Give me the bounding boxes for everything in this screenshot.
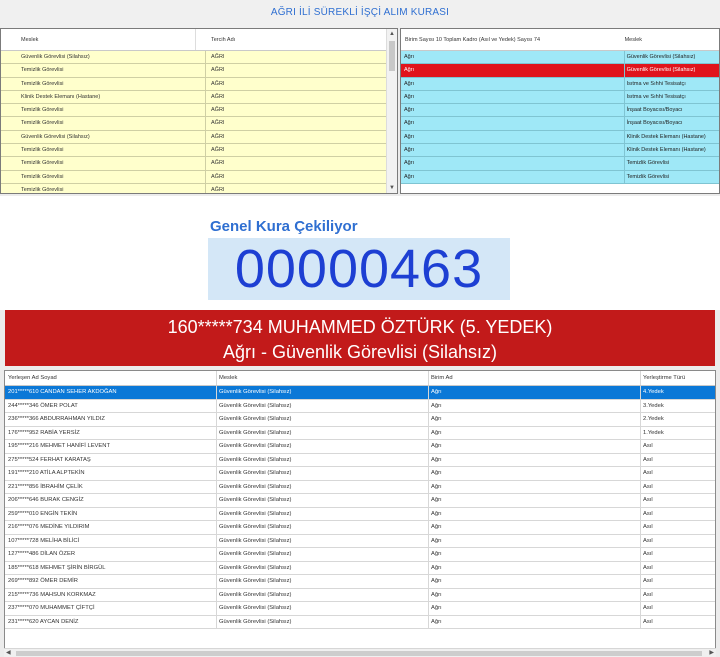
winner-name: 160*****734 MUHAMMED ÖZTÜRK (5. YEDEK) bbox=[167, 317, 553, 337]
table-row[interactable] bbox=[401, 104, 719, 117]
tercih-grid-scrollbar[interactable] bbox=[386, 29, 397, 193]
table-row[interactable] bbox=[401, 78, 719, 91]
cell-birim: Ağrı bbox=[401, 131, 625, 143]
table-row[interactable] bbox=[5, 602, 715, 616]
table-row[interactable] bbox=[5, 575, 715, 589]
cell-meslek: Temizlik Görevlisi bbox=[1, 144, 206, 156]
cell-birim-ad: Ağrı bbox=[429, 440, 641, 453]
cell-yerlestirme-turu: Asıl bbox=[643, 537, 653, 544]
cell-meslek: İnşaat Boyacısı/Boyacı bbox=[626, 107, 683, 114]
cell-tercih-adi: AĞRI bbox=[211, 80, 225, 87]
cell-meslek: Güvenlik Görevlisi (Silahsız) bbox=[217, 386, 429, 399]
cell-yerlestirme-turu: 1.Yedek bbox=[643, 429, 664, 436]
cell-tercih-adi: AĞRI bbox=[211, 107, 225, 114]
cell-tercih-adi: AĞRI bbox=[211, 186, 225, 193]
cell-birim: Ağrı bbox=[401, 51, 625, 63]
cell-meslek: Temizlik Görevlisi bbox=[1, 117, 206, 129]
cell-meslek: Güvenlik Görevlisi (Silahsız) bbox=[217, 494, 429, 507]
app-title: AĞRI İLİ SÜREKLİ İŞÇİ ALIM KURASI bbox=[0, 0, 720, 28]
cell-meslek: Temizlik Görevlisi bbox=[1, 78, 206, 90]
table-row[interactable] bbox=[1, 184, 397, 194]
scroll-thumb[interactable] bbox=[16, 651, 702, 656]
cell-meslek: Klinik Destek Elemanı (Hastane) bbox=[626, 147, 706, 154]
table-row[interactable] bbox=[5, 508, 715, 522]
cell-meslek: Güvenlik Görevlisi (Silahsız) bbox=[217, 616, 429, 629]
cell-tercih-adi: AĞRI bbox=[211, 93, 225, 100]
table-row[interactable] bbox=[5, 616, 715, 630]
column-header-yerlestirme-turu[interactable]: Yerleştirme Türü bbox=[643, 375, 686, 381]
cell-meslek: Güvenlik Görevlisi (Silahsız) bbox=[217, 589, 429, 602]
cell-ad-soyad: 195*****216 MEHMET HANİFİ LEVENT bbox=[5, 440, 217, 453]
table-row[interactable] bbox=[1, 117, 397, 130]
draw-number-display: 00000463 bbox=[208, 238, 510, 300]
table-row[interactable] bbox=[1, 157, 397, 170]
cell-yerlestirme-turu: Asıl bbox=[643, 443, 653, 449]
cell-birim-ad: Ağrı bbox=[429, 413, 641, 426]
cell-yerlestirme-turu: Asıl bbox=[643, 564, 653, 571]
winner-position: Ağrı - Güvenlik Görevlisi (Silahsız) bbox=[222, 342, 498, 362]
tercih-grid[interactable] bbox=[0, 28, 398, 194]
scroll-right-icon[interactable]: ▶ bbox=[709, 650, 714, 656]
table-row[interactable] bbox=[401, 91, 719, 104]
cell-birim-ad: Ağrı bbox=[429, 535, 641, 548]
tercih-grid-body bbox=[1, 51, 397, 194]
table-row[interactable] bbox=[5, 548, 715, 562]
cell-ad-soyad: 215*****736 MAHSUN KORKMAZ bbox=[5, 589, 217, 602]
cell-ad-soyad: 269*****892 ÖMER DEMİR bbox=[5, 575, 217, 588]
table-row[interactable] bbox=[401, 64, 719, 77]
table-row[interactable] bbox=[5, 589, 715, 603]
cell-birim-ad: Ağrı bbox=[429, 400, 641, 413]
cell-meslek: Isıtma ve Sıhhi Tesisatçı bbox=[626, 80, 686, 87]
table-row[interactable] bbox=[5, 494, 715, 508]
table-row[interactable] bbox=[1, 64, 397, 77]
cell-meslek: Temizlik Görevlisi bbox=[1, 64, 206, 76]
cell-birim-ad: Ağrı bbox=[429, 467, 641, 480]
table-row[interactable] bbox=[401, 117, 719, 130]
cell-birim-ad: Ağrı bbox=[429, 521, 641, 534]
table-row[interactable] bbox=[401, 144, 719, 157]
cell-birim: Ağrı bbox=[401, 91, 625, 103]
cell-ad-soyad: 244*****346 ÖMER POLAT bbox=[5, 400, 217, 413]
table-row[interactable] bbox=[1, 171, 397, 184]
scroll-thumb[interactable] bbox=[389, 41, 395, 71]
scroll-down-icon[interactable]: ▼ bbox=[389, 185, 395, 191]
cell-yerlestirme-turu: Asıl bbox=[643, 578, 653, 584]
table-row[interactable] bbox=[1, 144, 397, 157]
scroll-left-icon[interactable]: ◀ bbox=[6, 650, 11, 656]
cell-meslek: Güvenlik Görevlisi (Silahsız) bbox=[1, 51, 206, 63]
yerlesen-grid[interactable] bbox=[4, 370, 716, 650]
cell-ad-soyad: 237*****070 MUHAMMET ÇİFTÇİ bbox=[5, 602, 217, 615]
birim-grid[interactable] bbox=[400, 28, 720, 194]
table-row[interactable] bbox=[401, 157, 719, 170]
cell-meslek: Güvenlik Görevlisi (Silahsız) bbox=[217, 440, 429, 453]
cell-ad-soyad: 236*****366 ABDURRAHMAN YILDIZ bbox=[5, 413, 217, 426]
cell-tercih-adi: AĞRI bbox=[211, 67, 225, 74]
cell-ad-soyad: 107*****728 MELİHA BİLİCİ bbox=[5, 535, 217, 548]
cell-yerlestirme-turu: Asıl bbox=[643, 470, 653, 476]
birim-grid-body bbox=[401, 51, 719, 184]
table-row[interactable] bbox=[1, 51, 397, 64]
column-header-tercih-adi[interactable]: Tercih Adı bbox=[211, 37, 236, 43]
cell-birim: Ağrı bbox=[401, 171, 625, 183]
column-header-birim-sayisi[interactable]: Birim Sayısı 10 Toplam Kadro (Asıl ve Yedek) Sayısı 74 bbox=[405, 37, 541, 43]
yerlesen-grid-body bbox=[5, 386, 715, 629]
cell-birim-ad: Ağrı bbox=[429, 494, 641, 507]
cell-meslek: Güvenlik Görevlisi (Silahsız) bbox=[626, 54, 696, 60]
cell-yerlestirme-turu: 3.Yedek bbox=[643, 402, 664, 409]
cell-tercih-adi: AĞRI bbox=[211, 54, 225, 60]
cell-ad-soyad: 221*****856 İBRAHİM ÇELİK bbox=[5, 481, 217, 494]
cell-yerlestirme-turu: Asıl bbox=[643, 591, 653, 598]
cell-birim: Ağrı bbox=[401, 117, 625, 129]
table-row[interactable] bbox=[5, 413, 715, 427]
cell-birim-ad: Ağrı bbox=[429, 481, 641, 494]
cell-birim-ad: Ağrı bbox=[429, 562, 641, 575]
cell-tercih-adi: AĞRI bbox=[211, 160, 225, 167]
cell-ad-soyad: 206*****646 BURAK CENGİZ bbox=[5, 494, 217, 507]
draw-status-label: Genel Kura Çekiliyor bbox=[210, 218, 358, 235]
cell-yerlestirme-turu: Asıl bbox=[643, 551, 653, 557]
table-row[interactable] bbox=[1, 91, 397, 104]
table-row[interactable] bbox=[1, 131, 397, 144]
table-row[interactable] bbox=[5, 440, 715, 454]
table-row[interactable] bbox=[401, 131, 719, 144]
scroll-up-icon[interactable]: ▲ bbox=[389, 31, 395, 37]
cell-birim-ad: Ağrı bbox=[429, 548, 641, 561]
cell-meslek: Temizlik Görevlisi bbox=[1, 104, 206, 116]
column-header-meslek[interactable]: Meslek bbox=[217, 371, 429, 385]
table-row[interactable] bbox=[5, 467, 715, 481]
table-row[interactable] bbox=[5, 562, 715, 576]
cell-meslek: Temizlik Görevlisi bbox=[1, 157, 206, 169]
cell-meslek: Güvenlik Görevlisi (Silahsız) bbox=[626, 67, 696, 74]
cell-birim-ad: Ağrı bbox=[429, 508, 641, 521]
column-header-meslek[interactable]: Meslek bbox=[1, 29, 196, 50]
cell-meslek: Güvenlik Görevlisi (Silahsız) bbox=[217, 454, 429, 467]
table-row[interactable] bbox=[1, 78, 397, 91]
table-row[interactable] bbox=[5, 454, 715, 468]
cell-birim: Ağrı bbox=[401, 144, 625, 156]
column-header-ad-soyad[interactable]: Yerleşen Ad Soyad bbox=[5, 371, 217, 385]
cell-tercih-adi: AĞRI bbox=[211, 120, 225, 127]
cell-birim-ad: Ağrı bbox=[429, 575, 641, 588]
cell-birim-ad: Ağrı bbox=[429, 427, 641, 440]
cell-meslek: Güvenlik Görevlisi (Silahsız) bbox=[217, 521, 429, 534]
cell-meslek: Güvenlik Görevlisi (Silahsız) bbox=[217, 575, 429, 588]
table-row[interactable] bbox=[5, 386, 715, 400]
table-row[interactable] bbox=[1, 104, 397, 117]
cell-meslek: Isıtma ve Sıhhi Tesisatçı bbox=[626, 93, 686, 100]
cell-meslek: Temizlik Görevlisi bbox=[1, 184, 206, 194]
cell-yerlestirme-turu: 4.Yedek bbox=[643, 389, 664, 395]
cell-birim: Ağrı bbox=[401, 64, 625, 76]
column-header-birim-ad[interactable]: Birim Ad bbox=[429, 371, 641, 385]
table-row[interactable] bbox=[401, 51, 719, 64]
cell-meslek: Güvenlik Görevlisi (Silahsız) bbox=[217, 467, 429, 480]
table-row[interactable] bbox=[5, 535, 715, 549]
draw-area bbox=[0, 196, 720, 310]
cell-yerlestirme-turu: Asıl bbox=[643, 605, 653, 611]
cell-birim-ad: Ağrı bbox=[429, 386, 641, 399]
cell-ad-soyad: 176*****952 RABİA YERSİZ bbox=[5, 427, 217, 440]
cell-ad-soyad: 185*****618 MEHMET ŞİRİN BİRGÜL bbox=[5, 562, 217, 575]
cell-meslek: İnşaat Boyacısı/Boyacı bbox=[626, 120, 683, 127]
yerlesen-grid-header bbox=[5, 371, 715, 386]
table-row[interactable] bbox=[5, 400, 715, 414]
cell-yerlestirme-turu: Asıl bbox=[643, 510, 653, 517]
table-row[interactable] bbox=[401, 171, 719, 184]
cell-meslek: Güvenlik Görevlisi (Silahsız) bbox=[217, 548, 429, 561]
cell-meslek: Güvenlik Görevlisi (Silahsız) bbox=[217, 535, 429, 548]
cell-birim: Ağrı bbox=[401, 157, 625, 169]
cell-meslek: Güvenlik Görevlisi (Silahsız) bbox=[217, 481, 429, 494]
cell-meslek: Güvenlik Görevlisi (Silahsız) bbox=[217, 427, 429, 440]
cell-birim-ad: Ağrı bbox=[429, 589, 641, 602]
table-row[interactable] bbox=[5, 521, 715, 535]
cell-yerlestirme-turu: 2.Yedek bbox=[643, 416, 664, 422]
table-row[interactable] bbox=[5, 427, 715, 441]
cell-birim: Ağrı bbox=[401, 104, 625, 116]
cell-tercih-adi: AĞRI bbox=[211, 133, 225, 140]
tercih-grid-header bbox=[1, 29, 397, 51]
cell-yerlestirme-turu: Asıl bbox=[643, 524, 653, 530]
cell-meslek: Güvenlik Görevlisi (Silahsız) bbox=[217, 602, 429, 615]
cell-birim-ad: Ağrı bbox=[429, 602, 641, 615]
column-header-meslek[interactable]: Meslek bbox=[624, 37, 643, 43]
cell-birim-ad: Ağrı bbox=[429, 454, 641, 467]
cell-birim: Ağrı bbox=[401, 78, 625, 90]
cell-ad-soyad: 216*****076 MEDİNE YILDIRIM bbox=[5, 521, 217, 534]
cell-ad-soyad: 191*****210 ATİLA ALPTEKİN bbox=[5, 467, 217, 480]
winner-banner bbox=[5, 310, 715, 366]
cell-yerlestirme-turu: Asıl bbox=[643, 497, 653, 503]
cell-birim-ad: Ağrı bbox=[429, 616, 641, 629]
cell-meslek: Güvenlik Görevlisi (Silahsız) bbox=[217, 508, 429, 521]
cell-meslek: Güvenlik Görevlisi (Silahsız) bbox=[217, 562, 429, 575]
birim-grid-header bbox=[401, 29, 719, 51]
cell-meslek: Temizlik Görevlisi bbox=[1, 171, 206, 183]
cell-meslek: Güvenlik Görevlisi (Silahsız) bbox=[217, 400, 429, 413]
cell-yerlestirme-turu: Asıl bbox=[643, 483, 653, 490]
cell-meslek: Güvenlik Görevlisi (Silahsız) bbox=[1, 131, 206, 143]
cell-meslek: Güvenlik Görevlisi (Silahsız) bbox=[217, 413, 429, 426]
cell-ad-soyad: 259*****010 ENGİN TEKİN bbox=[5, 508, 217, 521]
cell-tercih-adi: AĞRI bbox=[211, 173, 225, 180]
cell-meslek: Klinik Destek Elemanı (Hastane) bbox=[1, 91, 206, 103]
cell-yerlestirme-turu: Asıl bbox=[643, 456, 653, 463]
horizontal-scrollbar[interactable] bbox=[4, 648, 716, 657]
cell-meslek: Klinik Destek Elemanı (Hastane) bbox=[626, 133, 706, 140]
cell-meslek: Temizlik Görevlisi bbox=[626, 160, 670, 167]
cell-ad-soyad: 231*****620 AYCAN DENİZ bbox=[5, 616, 217, 629]
cell-ad-soyad: 201*****610 CANDAN SEHER AKDOĞAN bbox=[5, 386, 217, 399]
cell-ad-soyad: 275*****524 FERHAT KARATAŞ bbox=[5, 454, 217, 467]
cell-ad-soyad: 127*****486 DİLAN ÖZER bbox=[5, 548, 217, 561]
cell-yerlestirme-turu: Asıl bbox=[643, 618, 653, 625]
table-row[interactable] bbox=[5, 481, 715, 495]
cell-meslek: Temizlik Görevlisi bbox=[626, 173, 670, 180]
cell-tercih-adi: AĞRI bbox=[211, 147, 225, 154]
